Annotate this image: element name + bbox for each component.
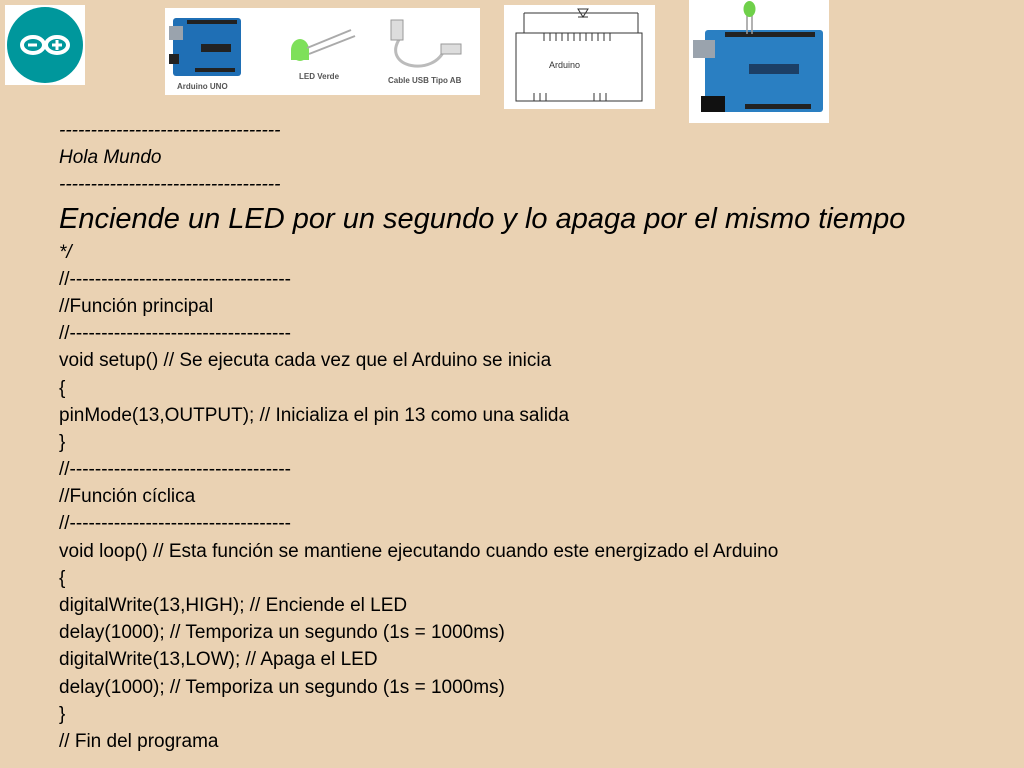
arduino-logo-icon	[5, 5, 85, 85]
code-line: //-----------------------------------	[59, 459, 292, 481]
board-caption: Arduino UNO	[177, 82, 228, 91]
code-line: delay(1000); // Temporiza un segundo (1s = 1000ms)	[59, 622, 505, 644]
schematic-image	[504, 5, 655, 109]
code-line: //Función principal	[59, 295, 214, 317]
code-line: digitalWrite(13,LOW); // Apaga el LED	[59, 649, 378, 671]
code-line: void loop() // Esta función se mantiene ejecutando cuando este energizado el Arduino	[59, 540, 779, 562]
code-line: // Fin del programa	[59, 730, 219, 752]
code-line: }	[59, 703, 66, 725]
comment-separator: -----------------------------------	[59, 174, 281, 196]
components-image	[165, 8, 480, 95]
arduino-logo-image	[5, 5, 85, 85]
code-line: {	[59, 377, 66, 399]
schematic-board-label: Arduino	[549, 60, 581, 70]
code-line: digitalWrite(13,HIGH); // Enciende el LED	[59, 595, 408, 616]
code-line: void setup() // Se ejecuta cada vez que el Arduino se inicia	[59, 350, 552, 372]
code-line: //Función cíclica	[59, 486, 196, 508]
comment-close: */	[59, 241, 72, 263]
code-listing	[59, 117, 1009, 755]
program-description: Enciende un LED por un segundo y lo apaga por el mismo tiempo	[59, 202, 906, 235]
code-line: {	[59, 567, 66, 589]
code-line: //-----------------------------------	[59, 513, 292, 535]
led-caption: LED Verde	[299, 72, 340, 81]
code-line: //-----------------------------------	[59, 323, 292, 345]
arduino-uno-board-icon	[169, 18, 241, 76]
program-title: Hola Mundo	[59, 147, 162, 169]
green-led-icon	[291, 30, 355, 61]
code-line: pinMode(13,OUTPUT); // Inicializa el pin 13 como una salida	[59, 404, 570, 426]
arduino-board-photo	[689, 0, 829, 123]
usb-cable-icon	[391, 20, 461, 66]
arduino-board-led-photo-icon	[689, 0, 829, 123]
comment-separator: -----------------------------------	[59, 120, 281, 141]
code-line: delay(1000); // Temporiza un segundo (1s = 1000ms)	[59, 676, 505, 698]
code-line: }	[59, 431, 66, 453]
code-line: //-----------------------------------	[59, 268, 292, 290]
cable-caption: Cable USB Tipo AB	[388, 76, 462, 85]
circuit-schematic-icon	[504, 5, 655, 109]
